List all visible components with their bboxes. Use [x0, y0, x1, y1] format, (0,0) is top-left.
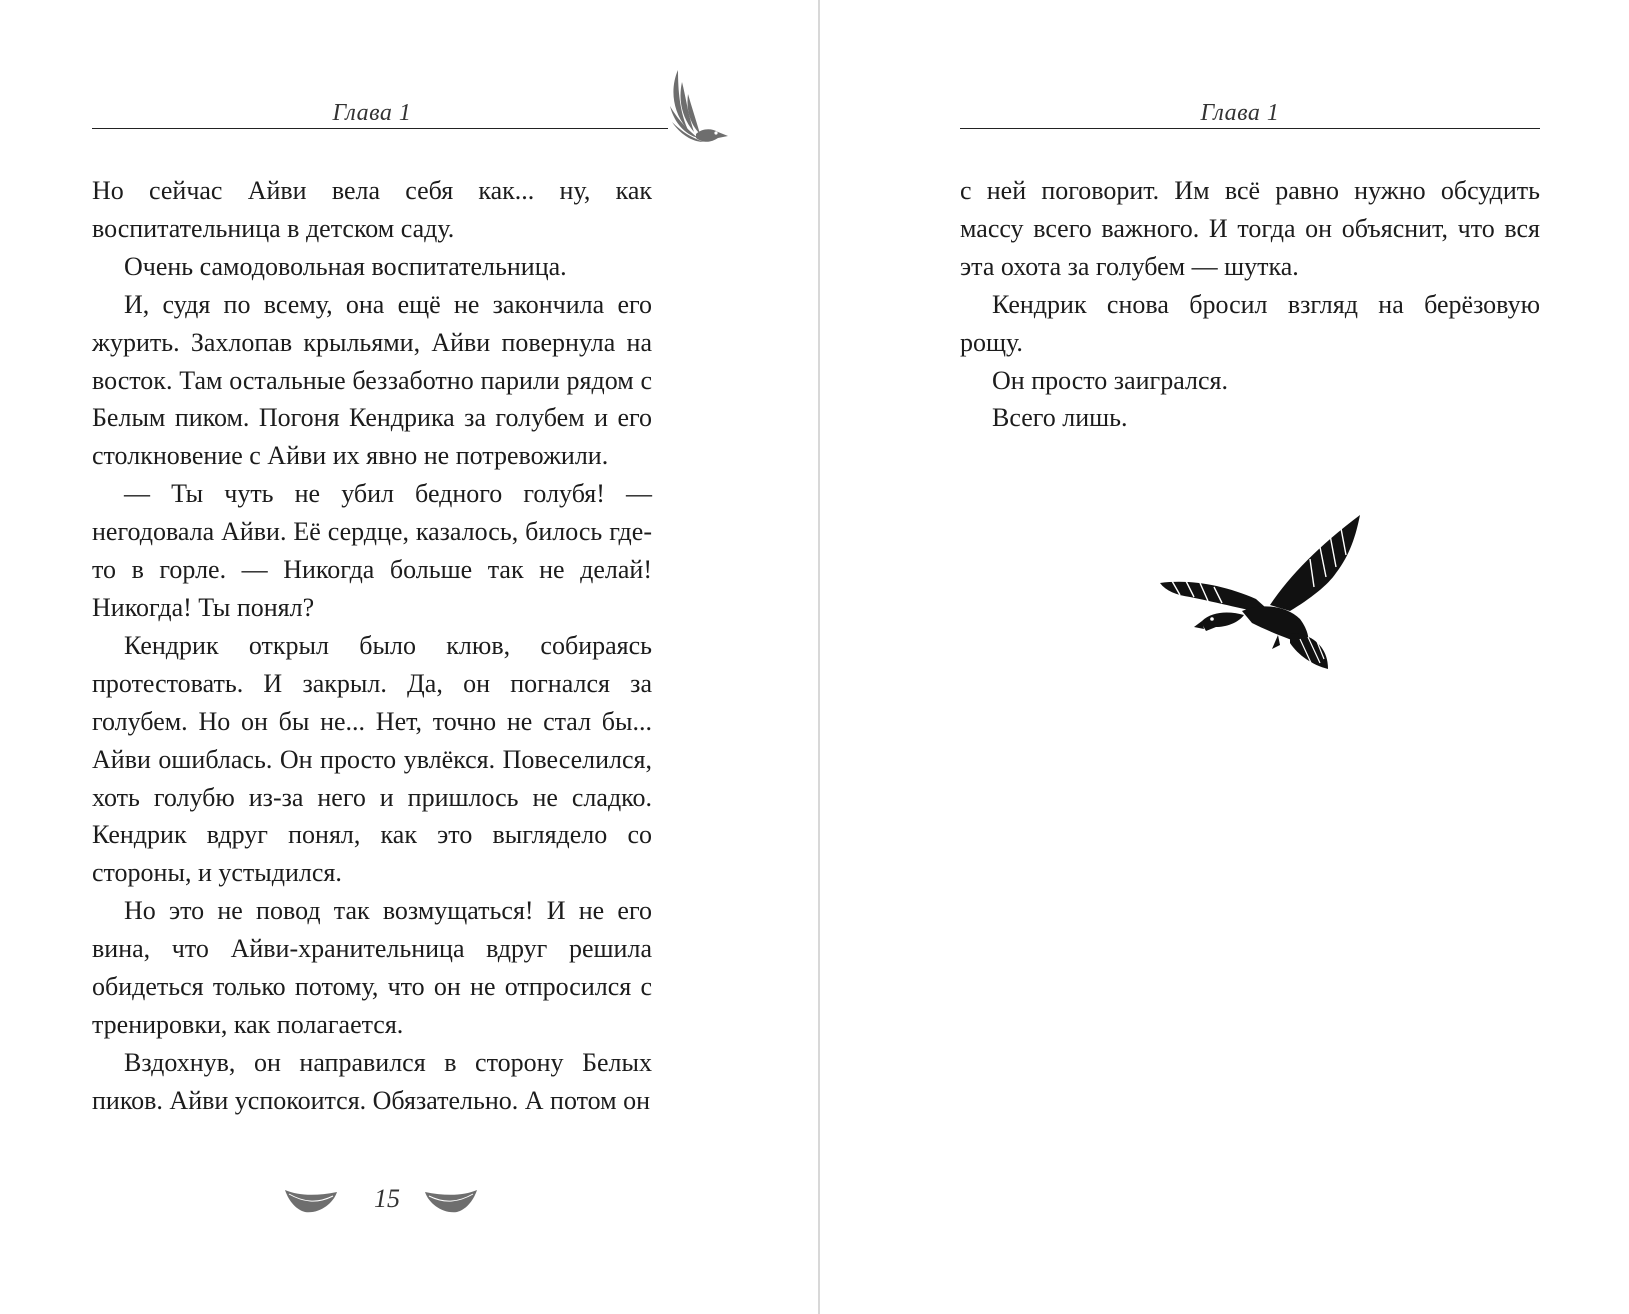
paragraph: Но сейчас Айви вела себя как... ну, как воспитательница в детском саду.: [92, 176, 652, 243]
running-head-right: Глава 1: [1200, 100, 1280, 126]
paragraph: Но это не повод так возмущаться! И не его вина, что Айви-хранительница вдруг решила обидеться только потому, что он не отпросился с тренировки, как полагается.: [92, 896, 652, 1039]
paragraph: с ней поговорит. Им всё равно нужно обсудить массу всего важного. И тогда он объяснит, что вся эта охота за голубем — шутка.: [960, 176, 1540, 281]
feather-right-icon: [423, 1186, 479, 1216]
paragraph: Он просто заигрался.: [992, 365, 1228, 395]
paragraph: Кендрик открыл было клюв, собираясь протестовать. И закрыл. Да, он погнался за голубем. Но он бы не... Нет, точно не стал бы... Айви ошиблась. Он просто увлёкся. Повеселился, хоть голубю из-за него и пришлось не сладко. Кендрик вдруг понял, как это выглядело со стороны, и устыдился.: [92, 630, 652, 888]
right-page: [820, 0, 1629, 1314]
paragraph: Кендрик снова бросил взгляд на берёзовую рощу.: [960, 289, 1540, 357]
body-text-right: [960, 172, 1540, 437]
eagle-illustration-icon: [1160, 515, 1380, 690]
running-head-left: Глава 1: [332, 100, 412, 126]
paragraph: И, судя по всему, она ещё не закончила его журить. Захлопав крыльями, Айви повернула на восток. Там остальные беззаботно парили рядом с Белым пиком. Погоня Кендрика за голубем и его столкновение с Айви их явно не потревожили.: [92, 289, 652, 471]
header-rule-right: [960, 128, 1540, 129]
paragraph: Всего лишь.: [992, 403, 1128, 433]
feather-left-icon: [283, 1186, 339, 1216]
page-number-block: [283, 1180, 493, 1226]
paragraph: Очень самодовольная воспитательница.: [124, 251, 567, 281]
paragraph: — Ты чуть не убил бедного голубя! — негодовала Айви. Её сердце, казалось, билось где-то в горле. — Никогда больше так не делай! Никогда! Ты понял?: [92, 479, 652, 622]
bird-wing-emblem-icon: [668, 68, 730, 152]
page-number: 15: [374, 1184, 400, 1213]
body-text-left: [92, 172, 652, 1120]
paragraph: Вздохнув, он направился в сторону Белых пиков. Айви успокоится. Обязательно. А потом он: [92, 1047, 652, 1115]
header-rule-left: [92, 128, 668, 129]
